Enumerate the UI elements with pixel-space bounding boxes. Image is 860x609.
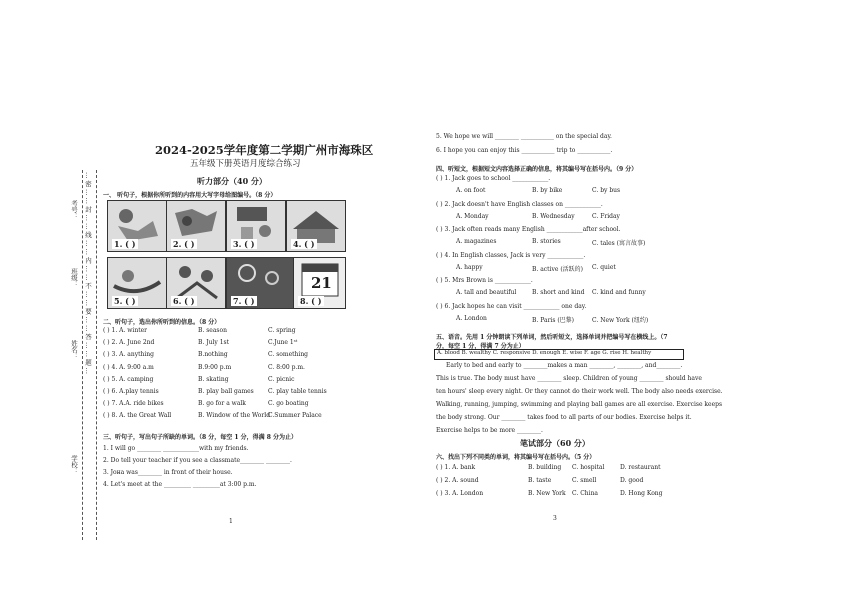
section4-option-b: B. by bike bbox=[532, 187, 563, 194]
picture-2: 2. ( ) bbox=[166, 200, 226, 252]
section4-option-a: A. London bbox=[456, 314, 487, 322]
section3-line-2: 2. Do tell your teacher if you see a classmate________ ________. bbox=[103, 457, 292, 464]
section6-option-d: D. Hong Kong bbox=[620, 490, 663, 497]
section6-option-d: D. good bbox=[620, 477, 644, 484]
section4-title: 四、听短文，根据短文内容选择正确的信息，将其编号写在括号内。（9 分） bbox=[436, 166, 638, 173]
right-top-line-2: 6. I hope you can enjoy this ___________ trip to ___________. bbox=[436, 147, 613, 154]
section6-option-c: C. smell bbox=[572, 477, 597, 484]
student-no-label: 考号： bbox=[70, 200, 78, 220]
section2-option-c: C. spring bbox=[268, 327, 296, 334]
section2-option-a: ( ) 6. A.play tennis bbox=[103, 388, 159, 395]
section4-option-a: A. Monday bbox=[456, 212, 489, 220]
section4-question: ( ) 1. Jack goes to school ____________. bbox=[436, 175, 551, 182]
section2-option-b: B. go for a walk bbox=[198, 400, 246, 408]
section3-line-1: 1. I will go ________ ____________with my friends. bbox=[103, 445, 249, 452]
binding-line bbox=[82, 170, 83, 540]
section2-option-b: B. play ball games bbox=[198, 388, 254, 395]
word-box-text: A. blood B. wealthy C. responsive D. enough E. wise F. age G. rise H. healthy bbox=[437, 350, 652, 356]
class-label: 班级： bbox=[70, 268, 78, 288]
section3-line-3: 3. Jона was________ in front of their house. bbox=[103, 469, 233, 476]
section2-option-c: C. picnic bbox=[268, 375, 295, 383]
section6-option-c: C. China bbox=[572, 490, 599, 497]
section6-option-b: B. building bbox=[528, 464, 562, 471]
section4-option-c: C. quiet bbox=[592, 263, 616, 271]
left-page-number: 1 bbox=[229, 518, 233, 525]
section4-option-c: C. by bus bbox=[592, 187, 621, 194]
section4-option-a: A. tall and beautiful bbox=[456, 289, 517, 296]
section4-question: ( ) 6. Jack hopes he can visit ____________ one day. bbox=[436, 302, 587, 310]
section6-option-b: B. New York bbox=[528, 490, 566, 497]
section2-option-c: C.Summer Palace bbox=[268, 412, 322, 420]
passage-line-4: Walking, running, jumping, swimming and playing ball games are all exercise. Exercise keeps bbox=[436, 401, 723, 408]
section2-option-a: ( ) 1. A. winter bbox=[103, 327, 148, 334]
section4-option-b: B. short and kind bbox=[532, 289, 585, 296]
section6-option-a: ( ) 1. A. bank bbox=[436, 464, 476, 471]
section4-option-c: C. Friday bbox=[592, 212, 620, 220]
exam-subtitle: 五年级下册英语月度综合练习 bbox=[190, 159, 301, 169]
section6-option-b: B. taste bbox=[528, 477, 552, 484]
section2-option-c: C. something bbox=[268, 351, 309, 359]
picture-7: 7. ( ) bbox=[226, 257, 294, 309]
name-label: 姓名： bbox=[70, 340, 78, 360]
section4-option-b: B. stories bbox=[532, 238, 561, 245]
picture-3: 3. ( ) bbox=[226, 200, 286, 252]
section2-option-b: B. season bbox=[198, 327, 227, 334]
passage-line-6: Exercise helps to be more ________. bbox=[436, 427, 543, 434]
section2-option-b: B.nothing bbox=[198, 351, 228, 359]
picture-4: 4. ( ) bbox=[286, 200, 346, 252]
section4-option-c: C. New York (纽约) bbox=[592, 316, 649, 324]
passage-line-5: the body strong. Our ________ takes food to all parts of our bodies. Exercise helps it. bbox=[436, 414, 692, 421]
section4-question: ( ) 5. Mrs Brown is ____________. bbox=[436, 277, 533, 284]
section4-option-a: A. happy bbox=[456, 263, 483, 271]
section6-option-c: C. hospital bbox=[572, 464, 605, 471]
section2-option-b: B. skating bbox=[198, 375, 229, 383]
section6-title: 六、找出下列不同类的单词，将其编号写在括号内。（5 分） bbox=[436, 454, 596, 461]
writing-header: 笔试部分（60 分） bbox=[520, 438, 590, 448]
section4-option-b: B. active (活跃的) bbox=[532, 265, 584, 273]
section2-option-a: ( ) 8. A. the Great Wall bbox=[103, 412, 172, 420]
section3-title: 三、听句子，写出句子所缺的单词。（8 分，每空 1 分，得满 8 分为止） bbox=[103, 434, 297, 441]
section4-option-c: C. tales (寓言故事) bbox=[592, 240, 646, 247]
section2-option-c: C. play table tennis bbox=[268, 388, 327, 395]
section2-option-b: B. Window of the World bbox=[198, 412, 271, 420]
section2-option-c: C. 8:00 p.m. bbox=[268, 363, 305, 371]
section4-option-a: A. magazines bbox=[456, 238, 497, 245]
passage-line-2: This is true. The body must have ________ sleep. Children of young ________ should have bbox=[436, 375, 702, 382]
section6-option-a: ( ) 3. A. London bbox=[436, 490, 484, 497]
section4-option-b: B. Paris (巴黎) bbox=[532, 316, 575, 324]
section2-option-a: ( ) 4. A. 9:00 a.m bbox=[103, 363, 154, 371]
section6-option-d: D. restaurant bbox=[620, 464, 661, 471]
section2-option-c: C.June 1ˢᵗ bbox=[268, 339, 298, 347]
section2-option-a: ( ) 2. A. June 2nd bbox=[103, 339, 155, 347]
section1-title: 一、 听句子，根据你所听到的内容用大写字母给图编号。（8 分） bbox=[103, 192, 277, 199]
section2-option-c: C. go boating bbox=[268, 400, 309, 408]
section4-option-a: A. on foot bbox=[456, 187, 486, 194]
section2-option-b: B.9:00 p.m bbox=[198, 363, 232, 371]
passage-line-1: Early to bed and early to ________makes a man ________, ________, and________. bbox=[446, 362, 683, 369]
seal-text: …密……封……线……内……不……要……答……题… bbox=[84, 172, 92, 376]
section3-line-4: 4. Let's meet at the _________ _________at 3:00 p.m. bbox=[103, 481, 257, 488]
picture-6: 6. ( ) bbox=[166, 257, 226, 309]
section2-option-a: ( ) 5. A. camping bbox=[103, 375, 154, 383]
school-label: 学校： bbox=[70, 455, 78, 475]
passage-line-3: ten hours' sleep every night. Or they cannot do their work well. The body also needs exercise. bbox=[436, 388, 723, 395]
section6-option-a: ( ) 2. A. sound bbox=[436, 477, 479, 484]
right-top-line-1: 5. We hope we will ________ ___________ on the special day. bbox=[436, 133, 612, 140]
section4-option-c: C. kind and funny bbox=[592, 289, 646, 296]
section2-option-b: B. July 1st bbox=[198, 339, 230, 347]
section5-title: 五、语音。先用 1 分钟朗读下列单词，然后听短文，选择单词并把编号写在横线上。（7 bbox=[436, 334, 668, 341]
picture-1: 1. ( ) bbox=[107, 200, 167, 252]
section2-option-a: ( ) 7. A.A. ride bikes bbox=[103, 400, 164, 408]
listening-header: 听力部分（40 分） bbox=[197, 176, 267, 186]
section5-title-2: 分，每空 1 分，得满 7 分为止） bbox=[436, 343, 525, 350]
calendar-number: 21 bbox=[311, 274, 332, 292]
binding-line-2 bbox=[96, 170, 97, 540]
picture-5: 5. ( ) bbox=[107, 257, 167, 309]
exam-title: 2024-2025学年度第二学期广州市海珠区 bbox=[155, 143, 374, 157]
section2-title: 二、听句子，选出你所听到的信息。（8 分） bbox=[103, 319, 221, 326]
section4-option-b: B. Wednesday bbox=[532, 212, 575, 220]
right-page-number: 3 bbox=[553, 515, 557, 522]
section2-option-a: ( ) 3. A. anything bbox=[103, 351, 155, 359]
section4-question: ( ) 4. In English classes, Jack is very ____________. bbox=[436, 251, 586, 259]
section4-question: ( ) 2. Jack doesn't have English classes on ____________. bbox=[436, 200, 603, 208]
section4-question: ( ) 3. Jack often reads many English ____________after school. bbox=[436, 226, 621, 233]
picture-8: 21 8. ( ) bbox=[293, 257, 346, 309]
